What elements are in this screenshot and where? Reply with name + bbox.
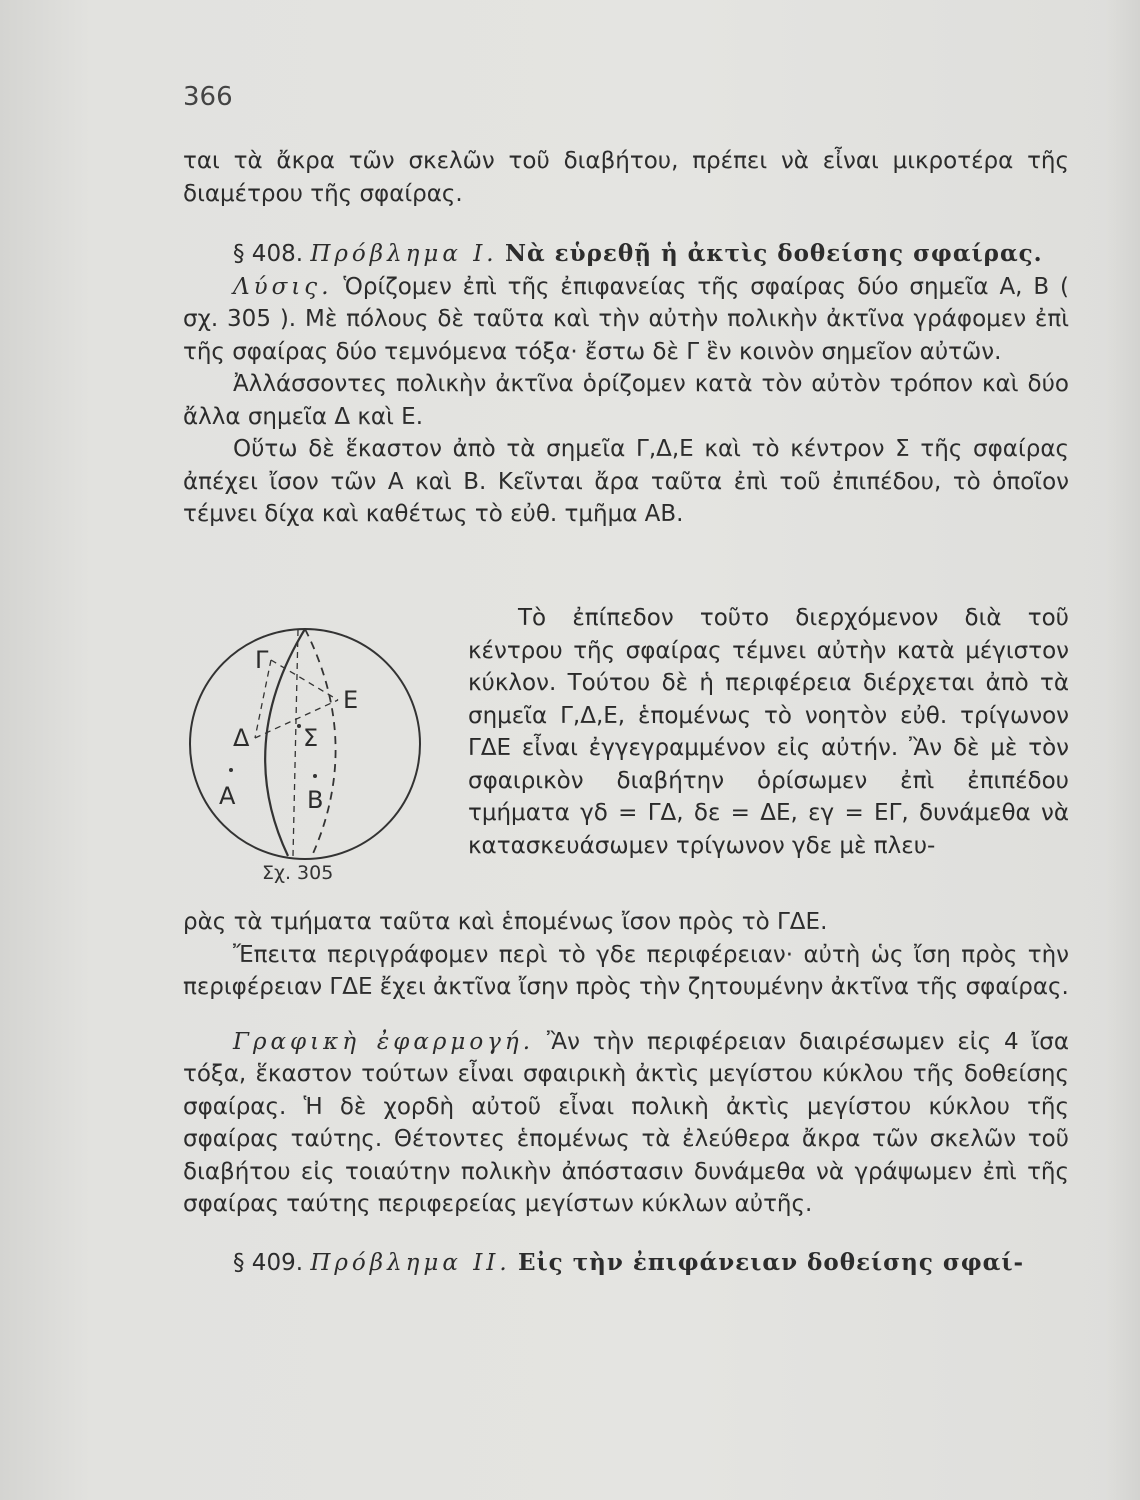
paragraph-outo: Οὕτω δὲ ἕκαστον ἀπὸ τὰ σημεῖα Γ,Δ,Ε καὶ τὸ κέντρον Σ τῆς σφαίρας ἀπέχει ἴσον τῶν Α καὶ Β. Κεῖνται ἄρα ταῦτα ἐπὶ τοῦ ἐπιπέδου, τὸ ὁποῖον τέμνει δίχα καὶ καθέτως τὸ εὐθ. τμῆμα ΑΒ. xyxy=(183,436,1069,527)
center-point xyxy=(297,724,301,728)
label-sigma: Σ xyxy=(303,724,319,752)
paragraph-continuation-pleuras: ρὰς τὰ τμήματα ταῦτα καὶ ἑπομένως ἴσον πρὸς τὸ ΓΔΕ. xyxy=(183,909,828,935)
lower-text-block xyxy=(183,906,1069,1279)
solution-text: Ὁρίζομεν ἐπὶ τῆς ἐπιφανείας τῆς σφαίρας δύο σημεῖα Α, Β ( σχ. 305 ). Μὲ πόλους δὲ ταῦτα καὶ τὴν αὐτὴν πολικὴν ἀκτῖνα γράφομεν ἐπὶ τῆς σφαίρας δύο τεμνόμενα τόξα· ἔστω δὲ Γ ἓν κοινὸν σημεῖον αὐτῶν. xyxy=(183,273,1070,365)
page-number: 366 xyxy=(183,82,233,112)
paragraph-allassontes: Ἀλλάσσοντες πολικὴν ἀκτῖνα ὁρίζομεν κατὰ τὸν αὐτὸν τρόπον καὶ δύο ἄλλα σημεῖα Δ καὶ Ε. xyxy=(183,371,1069,430)
graphic-application-text: Ἂν τὴν περιφέρειαν διαιρέσωμεν εἰς 4 ἴσα τόξα, ἕκαστον τούτων εἶναι σφαιρικὴ ἀκτὶς μεγίστου κύκλου τῆς δοθείσης σφαίρας. Ἡ δὲ χορδὴ αὐτοῦ εἶναι πολικὴ ἀκτὶς μεγίστου κύκλου τῆς σφαίρας ταύτης. Θέτοντες ἑπομένως τὰ ἐλεύθερα ἄκρα τῶν σκελῶν τοῦ διαβήτου εἰς τοιαύτην πολικὴν ἀπόστασιν δυνάμεθα νὰ γράψωμεν ἐπὶ τῆς σφαίρας ταύτης περιφερείας μεγίστων κύκλων αὐτῆς. xyxy=(183,1028,1069,1217)
paragraph-epeita: Ἔπειτα περιγράφομεν περὶ τὸ γδε περιφέρειαν· αὐτὴ ὡς ἴση πρὸς τὴν περιφέρειαν ΓΔΕ ἔχει ἀκτῖνα ἴσην πρὸς τὴν ζητουμένην ἀκτῖνα τῆς σφαίρας. xyxy=(183,941,1069,1000)
graphic-application-label: Γραφικὴ ἐφαρμογή. xyxy=(233,1028,535,1055)
label-gamma: Γ xyxy=(255,646,269,674)
label-beta: Β xyxy=(307,786,324,814)
sphere-diagram xyxy=(183,618,448,898)
section-408-label: Πρόβλημα Ι. xyxy=(310,241,498,267)
paragraph-epipedon: Τὸ ἐπίπεδον τοῦτο διερχόμενον διὰ τοῦ κέντρου τῆς σφαίρας τέμνει αὐτὴν κατὰ μέγιστον κύκλον. Τούτου δὲ ἡ περιφέρεια διέρχεται ἀπὸ τὰ σημεῖα Γ,Δ,Ε, ἑπομένως τὸ νοητὸν εὐθ. τρίγωνον ΓΔΕ εἶναι ἐγγεγραμμένον εἰς αὐτήν. Ἂν δὲ μὲ τὸν σφαιρικὸν διαβήτην ὁρίσωμεν ἐπὶ ἐπιπέδου τμήματα γδ = ΓΔ, δε = ΔΕ, εγ = ΕΓ, δυνάμεθα νὰ κατασκευάσωμεν τρίγωνον γδε μὲ πλευ- xyxy=(468,605,1069,859)
label-epsilon: Ε xyxy=(343,686,359,714)
vertical-dashed-line xyxy=(293,630,298,856)
section-408-title: Νὰ εὑρεθῇ ἡ ἀκτὶς δοθείσης σφαίρας. xyxy=(504,240,1043,267)
section-408-heading xyxy=(183,238,1069,271)
section-409-heading xyxy=(183,1247,1069,1280)
right-column-text xyxy=(468,602,1069,862)
point-beta xyxy=(313,774,317,778)
solution-paragraph xyxy=(183,271,1069,369)
figure-caption: Σχ. 305 xyxy=(262,862,334,884)
label-alpha: Α xyxy=(219,782,236,810)
paragraph-continuation: ται τὰ ἄκρα τῶν σκελῶν τοῦ διαβήτου, πρέπει νὰ εἶναι μικροτέρα τῆς διαμέτρου τῆς σφαίρας. xyxy=(183,148,1069,207)
graphic-application-paragraph xyxy=(183,1026,1069,1221)
label-delta: Δ xyxy=(233,724,250,752)
page-edge-shadow xyxy=(1105,0,1140,1500)
point-alpha xyxy=(229,768,233,772)
great-circle-arc-solid xyxy=(265,629,305,856)
section-409-label: Πρόβλημα ΙΙ. xyxy=(310,1249,511,1276)
section-408-number: § 408. xyxy=(233,241,304,267)
solution-label: Λύσις. xyxy=(233,273,333,300)
figure-305 xyxy=(183,618,448,898)
section-409-number: § 409. xyxy=(233,1249,304,1276)
top-text-block xyxy=(183,145,1069,531)
section-409-title: Εἰς τὴν ἐπιφάνειαν δοθείσης σφαί- xyxy=(518,1248,1025,1276)
segment-delta-epsilon xyxy=(255,700,338,738)
